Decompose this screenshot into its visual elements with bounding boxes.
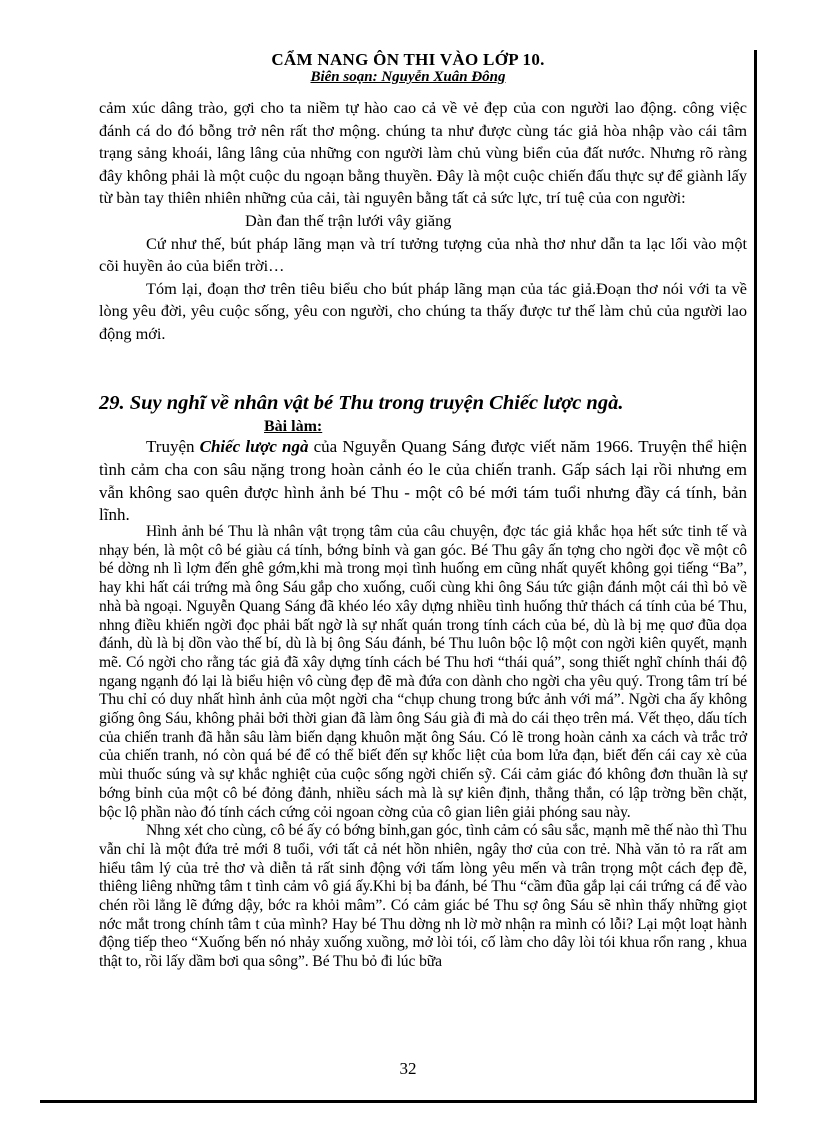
paragraph: Nhng xét cho cùng, cô bé ấy có bớng bỉnh,gan góc, tình cảm có sâu sắc, mạnh mẽ thế nào thì Thu vẫn chỉ là một đứa trẻ mới 8 tuổi, với tất cả nét hồn nhiên, ngây thơ của con trẻ. Nhà văn tỏ ra rất am hiểu tâm lý của trẻ thơ và diễn tả rất sinh động với tấm lòng yêu mến và trân trọng một cách đẹp đẽ, thiêng liêng những tâm t tình cảm vô giá ấy.Khi bị ba đánh, bé Thu “cầm đũa gắp lại cái trứng cá để vào chén rồi lẳng lẽ đứng dậy, bớc ra khỏi mâm”. Có cảm giác bé Thu sợ ông Sáu sẽ nhìn thấy những giọt nớc mắt trong chính tâm t của mình? Hay bé Thu dờng nh lờ mờ nhận ra mình có lỗi? Lại một loạt hành động tiếp theo “Xuống bến nó nhảy xuống xuồng, mở lòi tói, cố làm cho dây lòi tói khua rổn rang , khua thật to, rồi lấy dầm bơi qua sông”. Bé Thu bỏ đi lúc bữa <box>99 822 747 971</box>
page-number: 32 <box>399 1059 417 1078</box>
verse-line: Dàn đan thế trận lưới vây giăng <box>245 210 452 230</box>
paragraph: Cứ như thế, bút pháp lãng mạn và trí tưởng tượng của nhà thơ như dẫn ta lạc lối vào một cõi huyền ảo của biển trời… <box>99 233 747 276</box>
story-title: Chiếc lược ngà <box>199 437 309 456</box>
paragraph: Tóm lại, đoạn thơ trên tiêu biểu cho bút pháp lãng mạn của tác giả.Đoạn thơ nói với ta về lòng yêu đời, yêu cuộc sống, yêu con người, cho chúng ta thấy được tư thế làm chủ của người lao động mới. <box>99 278 747 343</box>
page-border-bottom <box>40 1100 757 1103</box>
section-heading: 29. Suy nghĩ về nhân vật bé Thu trong truyện Chiếc lược ngà. <box>99 392 624 414</box>
section1-text <box>99 97 747 346</box>
paragraph: Hình ảnh bé Thu là nhân vật trọng tâm của câu chuyện, đợc tác giả khắc họa hết sức tinh tế và nhạy bén, là một cô bé giàu cá tính, bớng bỉnh và gan góc. Bé Thu gây ấn tợng cho ngời đọc về một cô bé dờng nh lì lợm đến ghê gớm,khi mà trong mọi tình huống em cũng nhất quyết không gọi tiếng “Ba”, hay khi hất cái trứng mà ông Sáu gắp cho xuống, cuối cùng khi ông Sáu tức giận đánh một cái thì bỏ về nhà bà ngoại. Nguyễn Quang Sáng đã khéo léo xây dựng nhiều tình huống thử thách cá tính của bé Thu, nhng điều khiến ngời đọc phải bất ngờ là sự nhất quán trong tính cách của bé, dù là bị mẹ quơ đũa dọa đánh, dù là bị dồn vào thế bí, dù là bị ông Sáu đánh, bé Thu luôn bộc lộ một con ngời kiên quyết, mạnh mẽ. Có ngời cho rằng tác giả đã xây dựng tính cách bé Thu hơi “thái quá”, song thiết nghĩ chính thái độ ngang ngạnh đó lại là biểu hiện vô cùng đẹp đẽ mà đứa con dành cho ngời cha yêu quý. Trong tâm trí bé Thu chỉ có duy nhất hình ảnh của một ngời cha “chụp chung trong bức ảnh với má”. Ngời cha ấy không giống ông Sáu, không phải bởi thời gian đã làm ông Sáu già đi mà do cái thẹo trên má. Vết thẹo, dấu tích của chiến tranh đã hằn sâu làm biến dạng khuôn mặt ông Sáu. Có lẽ trong hoàn cảnh xa cách và trắc trở của chiến tranh, nó còn quá bé để có thể biết đến sự khốc liệt của bom lửa đạn, biết đến cái cay xè của mùi thuốc súng và sự khắc nghiệt của cuộc sống ngời chiến sỹ. Cái cảm giác đó không đơn thuần là sự bớng bỉnh của một cô bé đỏng đảnh, nhiều sách mà là sự kiên định, thẳng thắn, có lập trờng bền chặt, bộc lộ phần nào đó tính cách cứng cỏi ngoan cờng của cô gian liên giải phóng sau này. <box>99 523 747 821</box>
page-border-right <box>754 50 757 1102</box>
header-title: CẨM NANG ÔN THI VÀO LỚP 10. <box>271 50 545 69</box>
section2-intro <box>99 436 747 527</box>
intro-prefix: Truyện <box>146 437 200 456</box>
section2-body <box>99 523 747 972</box>
bai-lam-label: Bài làm: <box>264 418 323 435</box>
paragraph <box>99 436 747 527</box>
intro-rest: của Nguyễn Quang Sáng được viết năm 1966. Truyện thể hiện tình cảm cha con sâu nặng trong hoàn cảnh éo le của chiến tranh. Gấp sách lại rồi nhưng em vẫn không sao quên được hình ảnh bé Thu - một cô bé mới tám tuổi nhưng đầy cá tính, bản lĩnh. <box>99 437 748 525</box>
header-author: Biên soạn: Nguyễn Xuân Đông <box>310 69 506 85</box>
paragraph: cảm xúc dâng trào, gợi cho ta niềm tự hào cao cả về vẻ đẹp của con người lao động. công việc đánh cá do đó bỗng trở nên rất thơ mộng. chúng ta như được cùng tác giả hòa nhập vào cái tâm trạng sảng khoái, lâng lâng của những con người làm chủ vùng biển của đất nước. Nhưng rõ ràng đây không phải là một cuộc du ngoạn bằng thuyền. Đây là một cuộc chiến đấu thực sự để giành lấy từ bàn tay thiên nhiên những của cải, tài nguyên bằng tất cả sức lực, trí tuệ của con người: <box>99 98 747 208</box>
